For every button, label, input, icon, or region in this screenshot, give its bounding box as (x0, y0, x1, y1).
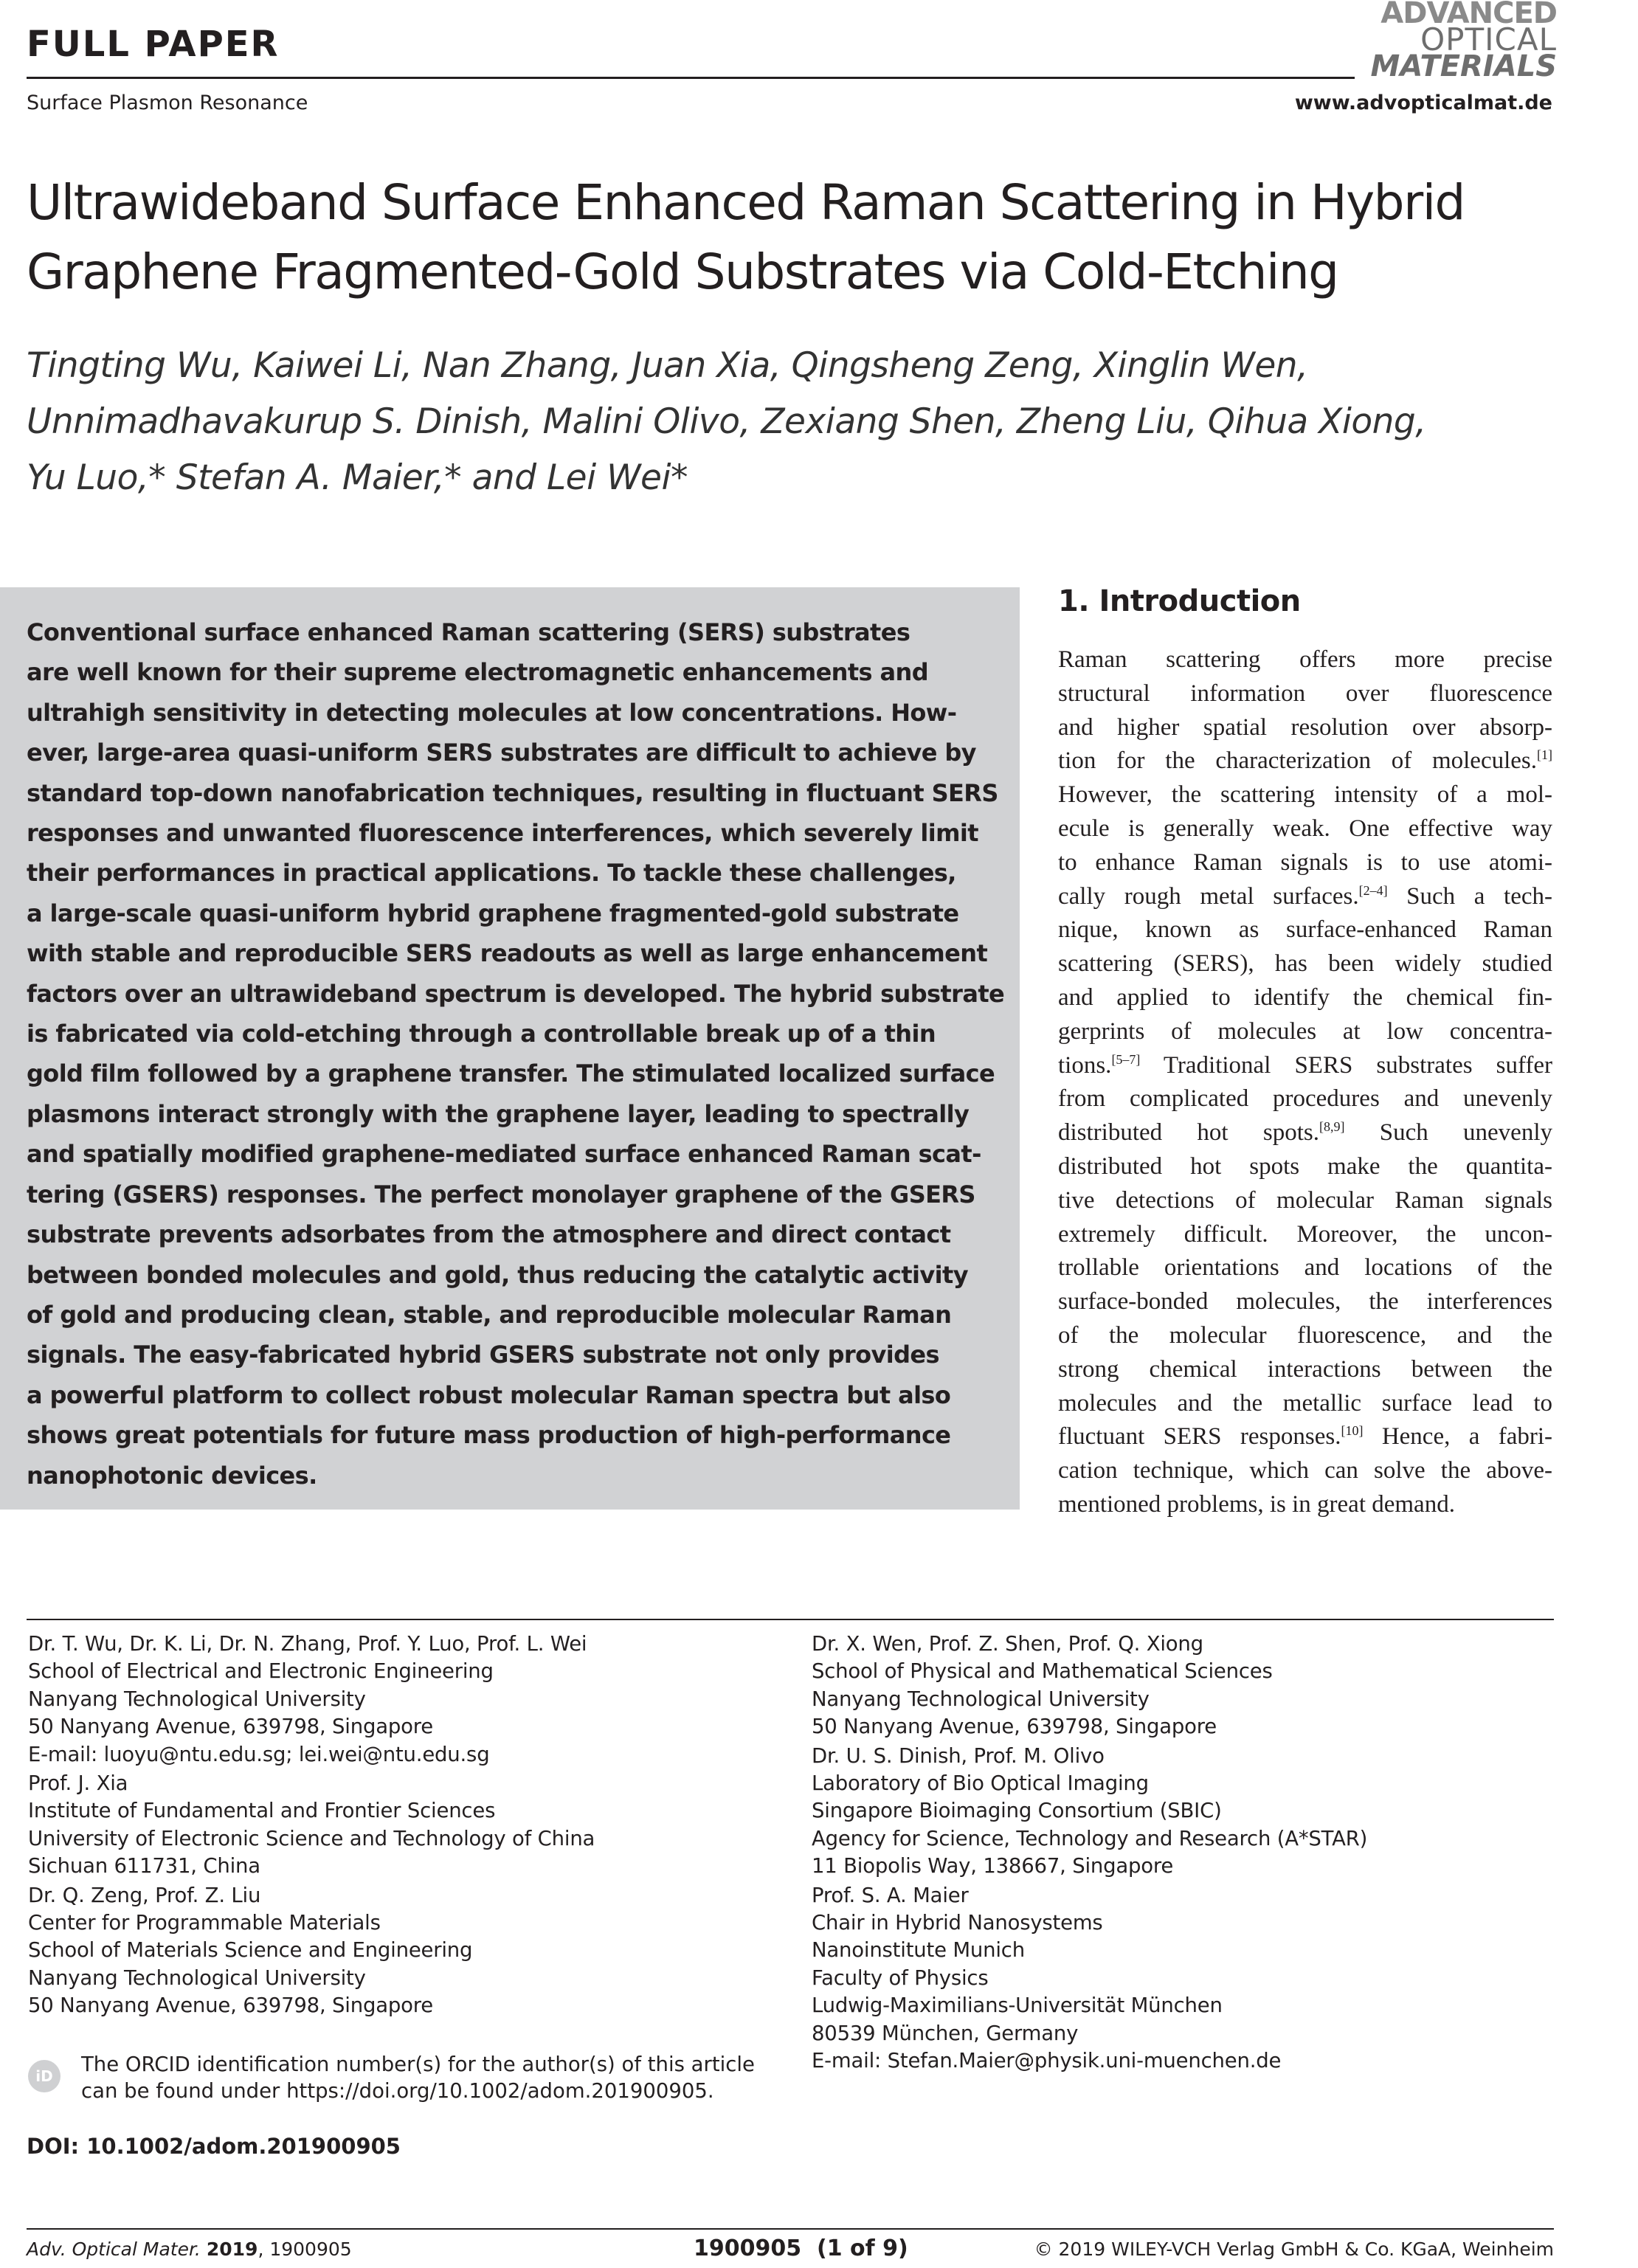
introduction-line-text: Such unevenly (1344, 1119, 1552, 1147)
abstract-line: ever, large-area quasi-uniform SERS substrates are difficult to achieve by (27, 739, 976, 767)
introduction-line-text: from complicated procedures and unevenly (1058, 1085, 1552, 1113)
introduction-line-text: and higher spatial resolution over absorp- (1058, 713, 1552, 741)
introduction-line (1058, 711, 1552, 745)
introduction-line (1058, 947, 1552, 981)
abstract-line: and spatially modified graphene-mediated surface enhanced Raman scat- (27, 1140, 981, 1169)
abstract-line: ultrahigh sensitivity in detecting molecules at low concentrations. How- (27, 698, 957, 727)
introduction-line (1058, 1285, 1552, 1319)
introduction-line-text: tion for the characterization of molecules. (1058, 747, 1537, 775)
introduction-line-text: nique, known as surface-enhanced Raman (1058, 916, 1552, 944)
footer-article: , 1900905 (258, 2238, 352, 2260)
affiliation-line: Dr. Q. Zeng, Prof. Z. Liu (28, 1883, 261, 1907)
affiliation-block (28, 1631, 795, 1769)
introduction-line-text: trollable orientations and locations of the (1058, 1254, 1552, 1282)
logo-line-2: OPTICAL (1420, 21, 1557, 58)
abstract-line: signals. The easy-fabricated hybrid GSERS substrate not only provides (27, 1341, 939, 1369)
footer-citation (27, 2238, 352, 2260)
affiliation-line: Laboratory of Bio Optical Imaging (812, 1771, 1149, 1796)
footer-journal: Adv. Optical Mater. (27, 2238, 201, 2260)
affiliation-line: 11 Biopolis Way, 138667, Singapore (812, 1854, 1174, 1878)
affiliation-line: Dr. T. Wu, Dr. K. Li, Dr. N. Zhang, Prof. Y. Luo, Prof. L. Wei (28, 1632, 587, 1656)
affiliations-divider (27, 1619, 1554, 1620)
abstract-line: Conventional surface enhanced Raman scattering (SERS) substrates (27, 618, 910, 646)
introduction-line-text: fluctuant SERS responses. (1058, 1423, 1341, 1451)
doi: DOI: 10.1002/adom.201900905 (27, 2134, 401, 2159)
orcid-note-line: The ORCID identification number(s) for the author(s) of this article (81, 2053, 755, 2076)
introduction-line-text: ecule is generally weak. One effective way (1058, 815, 1552, 842)
abstract-line: is fabricated via cold-etching through a controllable break up of a thin (27, 1020, 936, 1048)
introduction-line-text: Traditional SERS substrates suffer (1140, 1051, 1552, 1079)
introduction-line (1058, 812, 1552, 846)
abstract-line: their performances in practical applications. To tackle these challenges, (27, 859, 956, 888)
affiliation-line: 80539 München, Germany (812, 2021, 1079, 2045)
introduction-line-text: However, the scattering intensity of a mol- (1058, 781, 1552, 809)
introduction-line-text: surface-bonded molecules, the interferences (1058, 1288, 1552, 1315)
introduction-line (1058, 913, 1552, 947)
affiliation-line[interactable]: E-mail: Stefan.Maier@physik.uni-muenchen.de (812, 2049, 1282, 2073)
abstract-line: nanophotonic devices. (27, 1461, 317, 1490)
citation-ref[interactable]: [5–7] (1111, 1051, 1141, 1067)
abstract-line: factors over an ultrawideband spectrum is developed. The hybrid substrate (27, 979, 1005, 1008)
affiliation-line[interactable]: E-mail: luoyu@ntu.edu.sg; lei.wei@ntu.edu.sg (28, 1742, 490, 1766)
journal-url-link[interactable]: www.advopticalmat.de (1294, 91, 1552, 114)
affiliation-line: Nanyang Technological University (28, 1687, 366, 1711)
abstract-line: are well known for their supreme electromagnetic enhancements and (27, 658, 929, 687)
abstract-line: between bonded molecules and gold, thus reducing the catalytic activity (27, 1260, 968, 1289)
abstract-line: substrate prevents adsorbates from the atmosphere and direct contact (27, 1220, 951, 1249)
introduction-line (1058, 1082, 1552, 1116)
introduction-line (1058, 778, 1552, 812)
introduction-line (1058, 744, 1552, 778)
introduction-line-text: structural information over fluorescence (1058, 680, 1552, 707)
affiliation-line: School of Physical and Mathematical Sciences (812, 1659, 1273, 1684)
introduction-line (1058, 846, 1552, 880)
article-type-label: FULL PAPER (27, 24, 280, 65)
affiliations-right-column (812, 1631, 1579, 2077)
paper-title: Ultrawideband Surface Enhanced Raman Scattering in Hybrid Graphene Fragmented-Gold Substrates via Cold-Etching (27, 174, 1465, 300)
introduction-line (1058, 1353, 1552, 1387)
abstract-line: shows great potentials for future mass production of high-performance (27, 1421, 951, 1450)
affiliation-block (812, 1882, 1579, 2075)
introduction-line (1058, 1150, 1552, 1184)
affiliation-line: Nanoinstitute Munich (812, 1938, 1025, 1963)
abstract-line: gold film followed by a graphene transfer. The stimulated localized surface (27, 1059, 995, 1088)
introduction-line (1058, 1420, 1552, 1454)
abstract-line: standard top-down nanofabrication techniques, resulting in fluctuant SERS (27, 778, 998, 807)
journal-logo (1365, 0, 1557, 83)
abstract-line: with stable and reproducible SERS readouts as well as large enhancement (27, 939, 988, 968)
introduction-line-text: Such a tech- (1387, 882, 1552, 910)
affiliation-line: Faculty of Physics (812, 1966, 989, 1990)
logo-line-1: ADVANCED (1380, 0, 1557, 30)
affiliation-line: Prof. J. Xia (28, 1771, 128, 1796)
introduction-heading: 1. Introduction (1058, 584, 1301, 618)
introduction-line-text: of the molecular fluorescence, and the (1058, 1321, 1552, 1349)
logo-line-3: MATERIALS (1370, 49, 1557, 83)
introduction-line (1058, 981, 1552, 1015)
introduction-line (1058, 677, 1552, 711)
introduction-line-text: molecules and the metallic surface lead to (1058, 1389, 1552, 1417)
orcid-note-line: can be found under https://doi.org/10.1002/adom.201900905. (81, 2079, 714, 2103)
orcid-note (81, 2051, 789, 2104)
copyright: © 2019 WILEY-VCH Verlag GmbH & Co. KGaA, Weinheim (1034, 2238, 1554, 2260)
introduction-line-text: tions. (1058, 1051, 1112, 1079)
introduction-line (1058, 1488, 1552, 1522)
introduction-line-text: cation technique, which can solve the above- (1058, 1457, 1552, 1484)
citation-ref[interactable]: [8,9] (1319, 1119, 1345, 1135)
affiliation-line: University of Electronic Science and Technology of China (28, 1826, 595, 1850)
author-line: Unnimadhavakurup S. Dinish, Malini Olivo, Zexiang Shen, Zheng Liu, Qihua Xiong, (27, 401, 1426, 442)
introduction-line-text: scattering (SERS), has been widely studied (1058, 950, 1552, 978)
citation-ref[interactable]: [10] (1341, 1423, 1364, 1439)
affiliation-line: Prof. S. A. Maier (812, 1883, 969, 1907)
introduction-line-text: distributed hot spots. (1058, 1119, 1319, 1147)
affiliation-line: Singapore Bioimaging Consortium (SBIC) (812, 1799, 1222, 1823)
introduction-line-text: strong chemical interactions between the (1058, 1355, 1552, 1383)
author-line: Tingting Wu, Kaiwei Li, Nan Zhang, Juan Xia, Qingsheng Zeng, Xinglin Wen, (27, 345, 1308, 386)
affiliation-line: Dr. U. S. Dinish, Prof. M. Olivo (812, 1743, 1105, 1768)
introduction-line-text: Raman scattering offers more precise (1058, 646, 1552, 673)
introduction-line-text: Hence, a fabri- (1363, 1423, 1552, 1451)
header-divider (27, 77, 1355, 79)
introduction-line (1058, 880, 1552, 914)
abstract (27, 612, 1008, 1496)
affiliation-line: Ludwig-Maximilians-Universität München (812, 1994, 1223, 2018)
introduction-line (1058, 1218, 1552, 1252)
introduction-line-text: to enhance Raman signals is to use atomi- (1058, 848, 1552, 876)
introduction-line (1058, 1454, 1552, 1488)
citation-ref[interactable]: [2–4] (1358, 882, 1388, 898)
introduction-line-text: and applied to identify the chemical fin- (1058, 983, 1552, 1011)
affiliation-block (28, 1770, 795, 1881)
affiliation-line: Sichuan 611731, China (28, 1854, 260, 1878)
orcid-icon: iD (28, 2060, 61, 2092)
footer-divider (27, 2228, 1554, 2230)
introduction-line (1058, 1251, 1552, 1285)
introduction-line (1058, 1049, 1552, 1083)
affiliation-line: School of Materials Science and Engineering (28, 1938, 473, 1963)
affiliation-line: Agency for Science, Technology and Research (A*STAR) (812, 1826, 1368, 1850)
introduction-line (1058, 1387, 1552, 1421)
citation-ref[interactable]: [1] (1537, 747, 1552, 763)
affiliation-block (28, 1882, 795, 2020)
abstract-line: tering (GSERS) responses. The perfect monolayer graphene of the GSERS (27, 1180, 975, 1209)
section-label: Surface Plasmon Resonance (27, 91, 308, 114)
introduction-line (1058, 1116, 1552, 1150)
introduction-line-text: cally rough metal surfaces. (1058, 882, 1359, 910)
affiliation-line: 50 Nanyang Avenue, 639798, Singapore (28, 1994, 433, 2018)
affiliation-line: 50 Nanyang Avenue, 639798, Singapore (28, 1715, 433, 1739)
affiliation-line: Nanyang Technological University (812, 1687, 1150, 1711)
introduction-line (1058, 643, 1552, 677)
affiliation-line: Nanyang Technological University (28, 1966, 366, 1990)
abstract-line: a large-scale quasi-uniform hybrid graphene fragmented-gold substrate (27, 899, 959, 927)
abstract-line: responses and unwanted fluorescence interferences, which severely limit (27, 819, 978, 848)
affiliation-line: 50 Nanyang Avenue, 639798, Singapore (812, 1715, 1217, 1739)
introduction-line-text: distributed hot spots make the quantita- (1058, 1152, 1552, 1180)
affiliation-line: Chair in Hybrid Nanosystems (812, 1911, 1103, 1935)
page-number-text: 1900905 (1 of 9) (694, 2236, 908, 2261)
affiliation-block (812, 1743, 1579, 1881)
abstract-line: a powerful platform to collect robust molecular Raman spectra but also (27, 1380, 951, 1409)
introduction-body (1058, 643, 1552, 1522)
page-number (694, 2236, 908, 2261)
introduction-line-text: extremely difficult. Moreover, the uncon- (1058, 1220, 1552, 1248)
abstract-line: of gold and producing clean, stable, and reproducible molecular Raman (27, 1300, 952, 1329)
introduction-line-text: gerprints of molecules at low concentra- (1058, 1017, 1552, 1045)
affiliation-line: Dr. X. Wen, Prof. Z. Shen, Prof. Q. Xiong (812, 1632, 1203, 1656)
introduction-line-text: mentioned problems, is in great demand. (1058, 1490, 1455, 1518)
introduction-line (1058, 1319, 1552, 1353)
affiliation-block (812, 1631, 1579, 1741)
footer-year: 2019 (206, 2238, 258, 2260)
abstract-line: plasmons interact strongly with the graphene layer, leading to spectrally (27, 1099, 970, 1128)
introduction-line-text: tive detections of molecular Raman signals (1058, 1186, 1552, 1214)
introduction-line (1058, 1015, 1552, 1049)
affiliation-line: Center for Programmable Materials (28, 1911, 381, 1935)
affiliation-line: Institute of Fundamental and Frontier Sciences (28, 1799, 496, 1823)
affiliations-left-column (28, 1631, 795, 2022)
author-line: Yu Luo,* Stefan A. Maier,* and Lei Wei* (27, 457, 688, 498)
affiliation-line: School of Electrical and Electronic Engineering (28, 1659, 494, 1684)
introduction-line (1058, 1184, 1552, 1218)
author-list (27, 338, 1576, 506)
